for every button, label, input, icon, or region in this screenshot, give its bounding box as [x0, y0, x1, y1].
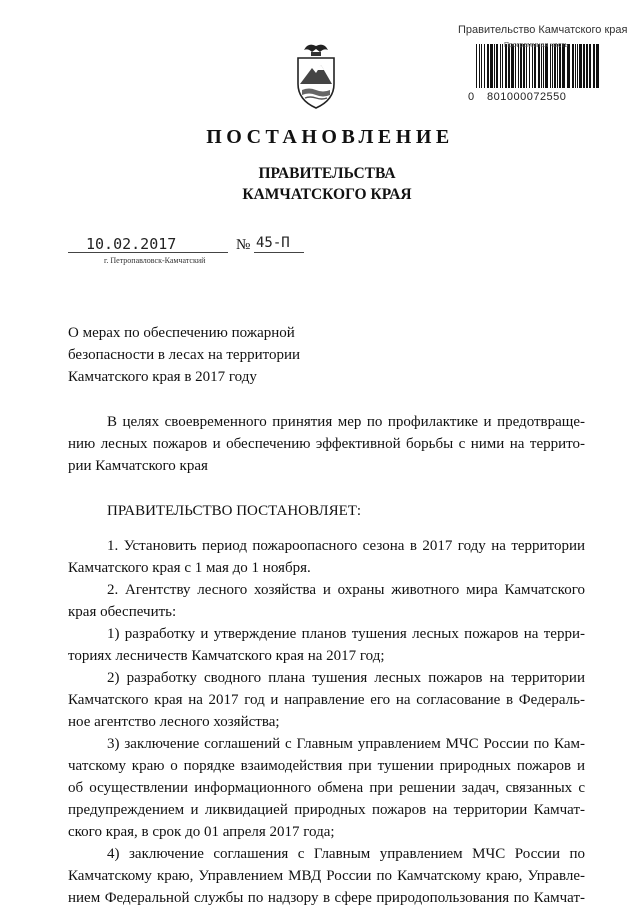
barcode-bar: [550, 44, 551, 88]
coat-of-arms-icon: [290, 40, 342, 110]
barcode-bar: [538, 44, 540, 88]
body-line: 4) заключение соглашения с Главным управлением МЧС России по: [107, 846, 585, 862]
body-line: 1. Установить период пожароопасного сезона в 2017 году на территории: [107, 538, 585, 554]
number-underline: [254, 252, 304, 253]
preamble-line: рии Камчатского края: [68, 458, 208, 474]
number-label: №: [236, 237, 251, 253]
body-line: нием Федеральной службы по надзору в сфере природопользования по Камчат-: [68, 890, 585, 906]
barcode-bar: [589, 44, 591, 88]
barcode-left-digit: 0: [468, 91, 475, 103]
body-line: чатскому краю о порядке взаимодействия при тушении природных пожаров и: [68, 758, 585, 774]
barcode-bar: [532, 44, 533, 88]
barcode-bar: [518, 44, 519, 88]
barcode-bar: [579, 44, 582, 88]
barcode-bar: [562, 44, 565, 88]
barcode-bar: [554, 44, 556, 88]
barcode-bar: [529, 44, 530, 88]
barcode-bar: [481, 44, 482, 88]
date-underline: [68, 252, 228, 253]
barcode-bar: [526, 44, 527, 88]
barcode-bar: [500, 44, 501, 88]
barcode-bar: [586, 44, 588, 88]
barcode-bar: [559, 44, 561, 88]
barcode-bar: [494, 44, 495, 88]
barcode-bar: [487, 44, 489, 88]
body-line: 3) заключение соглашений с Главным управлением МЧС России по Кам-: [107, 736, 585, 752]
subject-line: безопасности в лесах на территории: [68, 347, 301, 363]
subject-line: Камчатского края в 2017 году: [68, 369, 257, 385]
issuing-authority-line-2: КАМЧАТСКОГО КРАЯ: [242, 186, 412, 203]
barcode-bar: [557, 44, 558, 88]
body-line: предупреждением и ликвидацией природных пожаров на территории Камчат-: [68, 802, 585, 818]
barcode-bar: [511, 44, 514, 88]
barcode-bar: [572, 44, 574, 88]
body-line: Камчатского края с 1 мая до 1 ноября.: [68, 560, 311, 576]
barcode-bar: [490, 44, 493, 88]
body-line: об осуществлении информационного обмена при решении задач, связанных с: [68, 780, 585, 796]
barcode-bar: [476, 44, 477, 88]
barcode-bar: [515, 44, 516, 88]
barcode-bar: [545, 44, 548, 88]
barcode-bar: [575, 44, 576, 88]
corner-header-title: Правительство Камчатского края: [458, 24, 628, 36]
barcode-bar: [534, 44, 536, 88]
barcode-bar: [496, 44, 498, 88]
issue-city: г. Петропавловск-Камчатский: [104, 256, 206, 265]
document-type-title: ПОСТАНОВЛЕНИЕ: [206, 126, 454, 148]
body-line: ского края, в срок до 01 апреля 2017 года;: [68, 824, 335, 840]
barcode-bar: [502, 44, 503, 88]
corner-header-subtitle: Программная часть: [504, 42, 569, 49]
barcode-bar: [596, 44, 599, 88]
preamble-line: нию лесных пожаров и обеспечению эффективной борьбы с ними на террито-: [68, 436, 585, 452]
barcode-bar: [593, 44, 595, 88]
body-line: края обеспечить:: [68, 604, 177, 620]
preamble-line: В целях своевременного принятия мер по профилактике и предотвраще-: [107, 414, 585, 430]
barcode-bar: [541, 44, 542, 88]
document-number: 45-П: [256, 235, 290, 251]
resolution-heading: ПРАВИТЕЛЬСТВО ПОСТАНОВЛЯЕТ:: [107, 503, 362, 519]
subject-line: О мерах по обеспечению пожарной: [68, 325, 295, 341]
barcode-bar: [583, 44, 585, 88]
body-line: 1) разработку и утверждение планов тушения лесных пожаров на терри-: [107, 626, 585, 642]
barcode-bar: [520, 44, 522, 88]
barcode-bar: [479, 44, 480, 88]
body-line: ториях лесничеств Камчатского края на 2017 год;: [68, 648, 385, 664]
barcode-bar: [523, 44, 525, 88]
body-line: 2) разработку сводного плана тушения лесных пожаров на территории: [107, 670, 585, 686]
body-line: ное агентство лесного хозяйства;: [68, 714, 280, 730]
barcode-bar: [505, 44, 507, 88]
barcode-bar: [508, 44, 510, 88]
body-line: Камчатского края на 2017 год и направление его на согласование в Федераль-: [68, 692, 585, 708]
document-date: 10.02.2017: [86, 235, 177, 253]
barcode-number: 801000072550: [487, 91, 567, 103]
barcode-bar: [484, 44, 485, 88]
barcode-bar: [577, 44, 578, 88]
barcode-bar: [567, 44, 570, 88]
barcode-bar: [552, 44, 553, 88]
body-line: 2. Агентству лесного хозяйства и охраны животного мира Камчатского: [107, 582, 585, 598]
body-line: Камчатскому краю, Управлением МВД России по Камчатскому краю, Управле-: [68, 868, 585, 884]
issuing-authority-line-1: ПРАВИТЕЛЬСТВА: [258, 165, 396, 182]
barcode-bar: [543, 44, 544, 88]
barcode: [476, 44, 600, 88]
